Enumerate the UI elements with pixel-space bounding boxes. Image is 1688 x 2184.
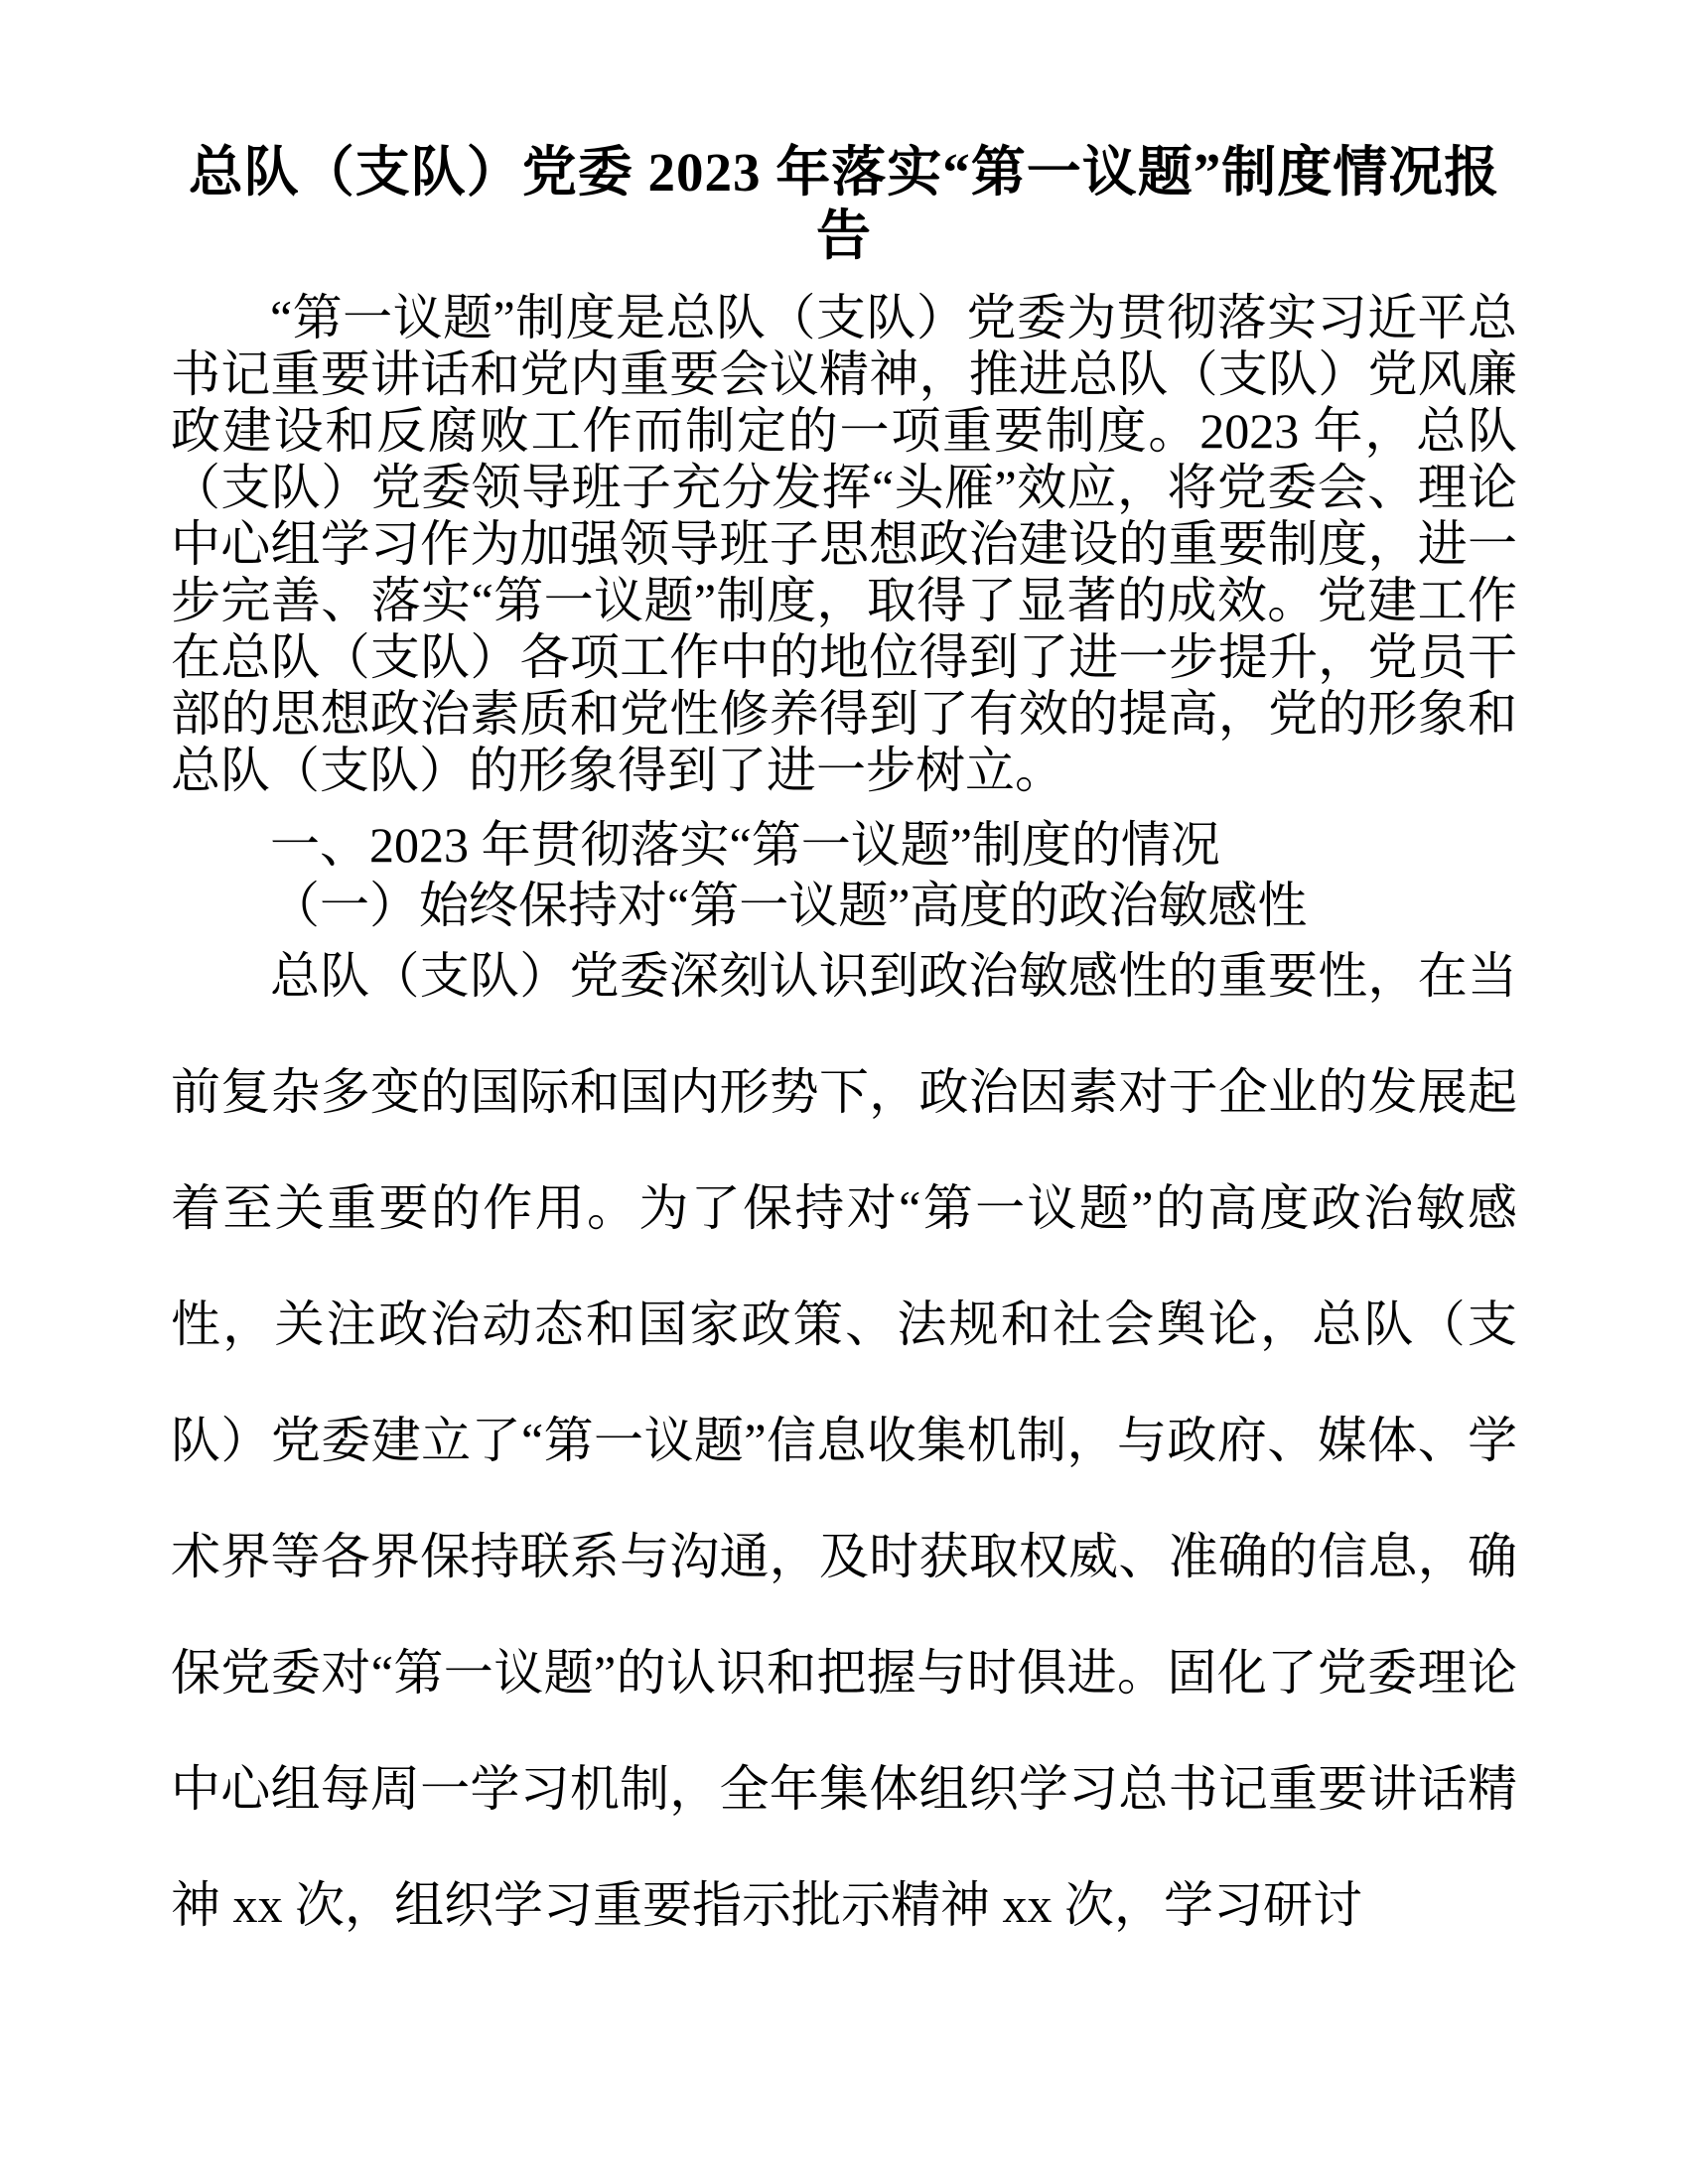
- intro-paragraph: “第一议题”制度是总队（支队）党委为贯彻落实习近平总书记重要讲话和党内重要会议精神，推进总队（支队）党风廉政建设和反腐败工作而制定的一项重要制度。2023 年，总队（支队）党委领导班子充分发挥“头雁”效应，将党委会、理论中心组学习作为加强领导班子思想政治建设的重要制度，进一步完善、落实“第一议题”制度，取得了显著的成效。党建工作在总队（支队）各项工作中的地位得到了进一步提升，党员干部的思想政治素质和党性修养得到了有效的提高，党的形象和总队（支队）的形象得到了进一步树立。: [171, 289, 1517, 798]
- subsection-heading: （一）始终保持对“第一议题”高度的政治敏感性: [270, 877, 1308, 933]
- body-paragraph: 总队（支队）党委深刻认识到政治敏感性的重要性，在当前复杂多变的国际和国内形势下，政治因素对于企业的发展起着至关重要的作用。为了保持对“第一议题”的高度政治敏感性，关注政治动态和国家政策、法规和社会舆论，总队（支队）党委建立了“第一议题”信息收集机制，与政府、媒体、学术界等各界保持联系与沟通，及时获取权威、准确的信息，确保党委对“第一议题”的认识和把握与时俱进。固化了党委理论中心组每周一学习机制，全年集体组织学习总书记重要讲话精神 xx 次，组织学习重要指示批示精神 xx 次，学习研讨: [171, 947, 1517, 1933]
- section-heading: 一、2023 年贯彻落实“第一议题”制度的情况: [270, 816, 1220, 873]
- document-title: 总队（支队）党委 2023 年落实“第一议题”制度情况报告: [188, 142, 1500, 266]
